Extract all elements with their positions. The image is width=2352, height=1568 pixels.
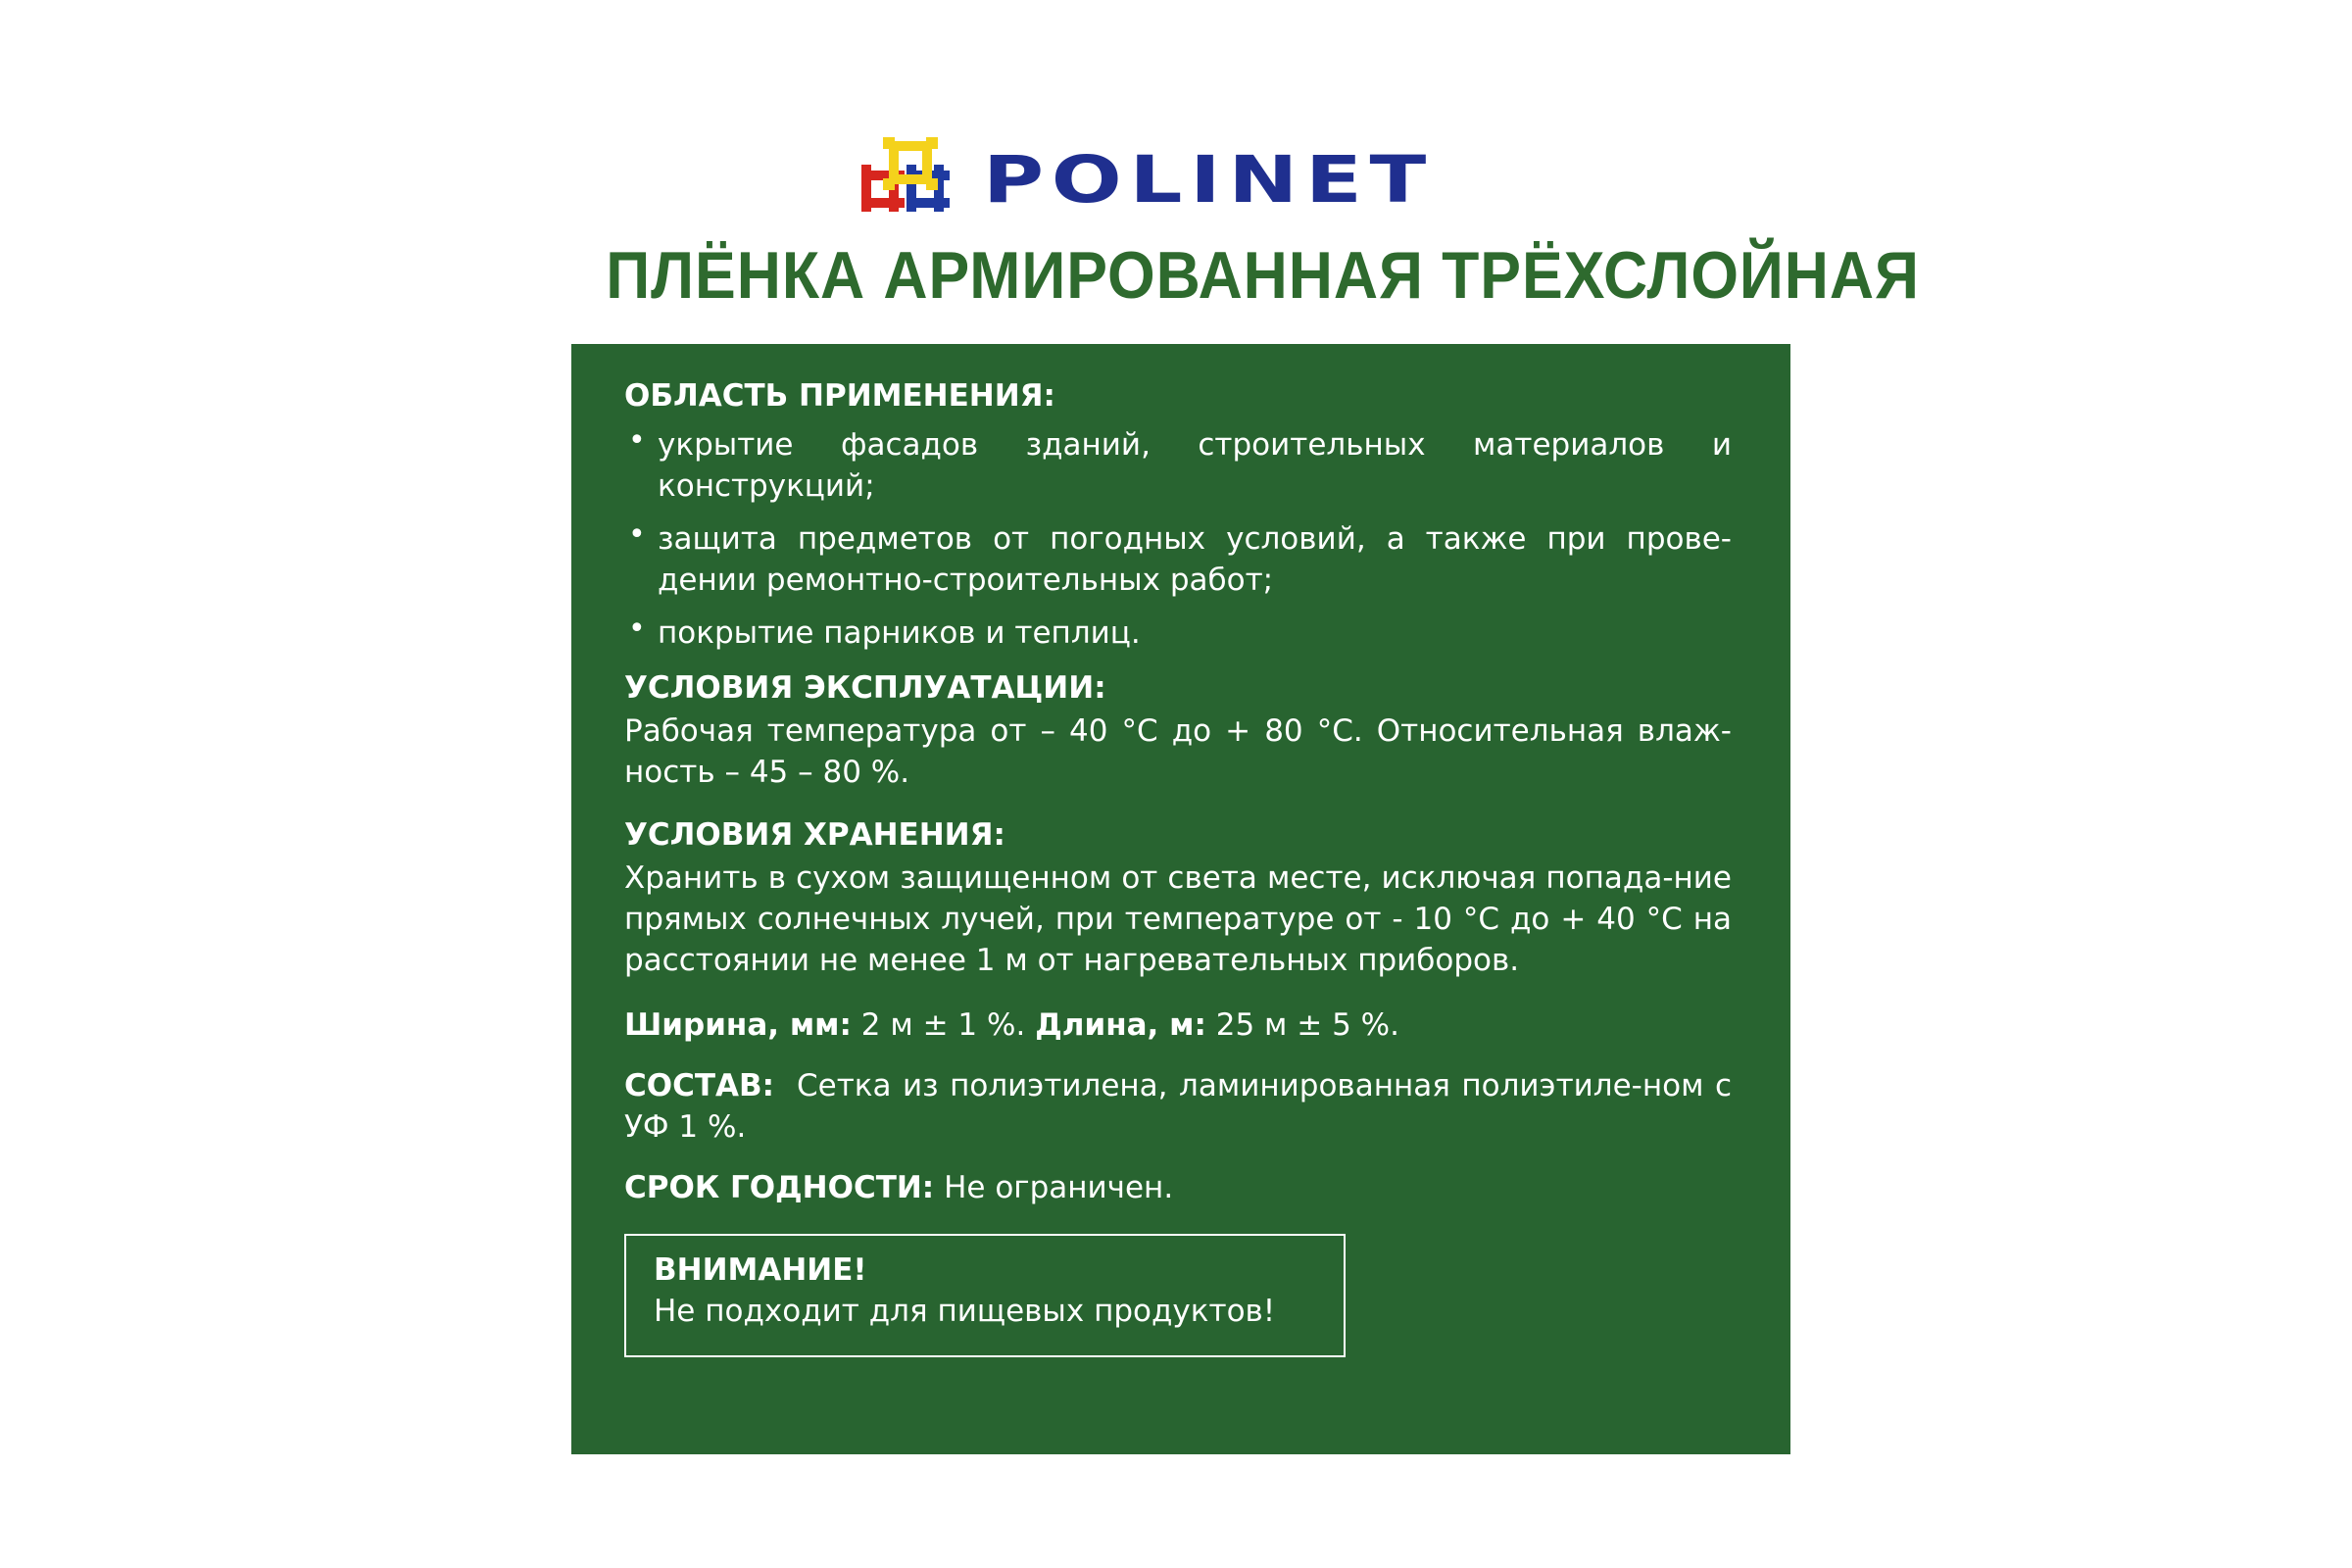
operating-text: Рабочая температура от – 40 °С до + 80 °С. Относительная влаж-ность – 45 – 80 %. <box>624 713 1732 790</box>
page-title <box>549 231 1920 319</box>
list-item-text: покрытие парников и теплиц. <box>658 615 1141 651</box>
list-item <box>624 424 1732 507</box>
warning-text: Не подходит для пищевых продуктов! <box>654 1294 1276 1329</box>
composition-label: СОСТАВ: <box>624 1068 775 1103</box>
list-item <box>624 518 1732 601</box>
operating-heading: УСЛОВИЯ ЭКСПЛУАТАЦИИ: <box>624 670 1106 706</box>
length-label: Длина, м: <box>1035 1007 1206 1043</box>
bullet-icon: • <box>628 423 646 458</box>
polinet-logo <box>859 137 1447 218</box>
polinet-logo-graphic <box>859 137 1447 218</box>
application-list <box>624 424 1732 654</box>
shelf-life-line <box>624 1167 1732 1208</box>
composition-line <box>624 1065 1732 1148</box>
dimensions-line <box>624 1004 1732 1046</box>
shelf-life-text: Не ограничен. <box>944 1170 1174 1205</box>
warning-heading: ВНИМАНИЕ! <box>654 1252 867 1288</box>
width-label: Ширина, мм: <box>624 1007 852 1043</box>
composition-text: Сетка из полиэтилена, ламинированная полиэтиле-ном с УФ 1 %. <box>624 1068 1732 1145</box>
bullet-icon: • <box>628 612 646 646</box>
info-panel <box>571 344 1790 1454</box>
length-value: 25 м ± 5 %. <box>1215 1007 1399 1043</box>
application-heading: ОБЛАСТЬ ПРИМЕНЕНИЯ: <box>624 378 1055 414</box>
shelf-life-label: СРОК ГОДНОСТИ: <box>624 1170 935 1205</box>
page-title-text: ПЛЁНКА АРМИРОВАННАЯ ТРЁХСЛОЙНАЯ <box>606 238 1920 313</box>
storage-text: Хранить в сухом защищенном от света месте, исключая попада-ние прямых солнечных лучей, при температуре от - 10 °С до + 40 °С на расстоянии не менее 1 м от нагревательных приборов. <box>624 860 1732 978</box>
width-value: 2 м ± 1 %. <box>860 1007 1026 1043</box>
list-item <box>624 612 1732 654</box>
bullet-icon: • <box>628 517 646 552</box>
list-item-text: укрытие фасадов зданий, строительных материалов и конструкций; <box>658 427 1732 504</box>
warning-box <box>624 1234 1346 1357</box>
storage-heading: УСЛОВИЯ ХРАНЕНИЯ: <box>624 817 1005 853</box>
list-item-text: защита предметов от погодных условий, а также при прове-дении ремонтно-строительных работ; <box>658 521 1732 598</box>
brand-wordmark: POLINET <box>983 142 1434 218</box>
